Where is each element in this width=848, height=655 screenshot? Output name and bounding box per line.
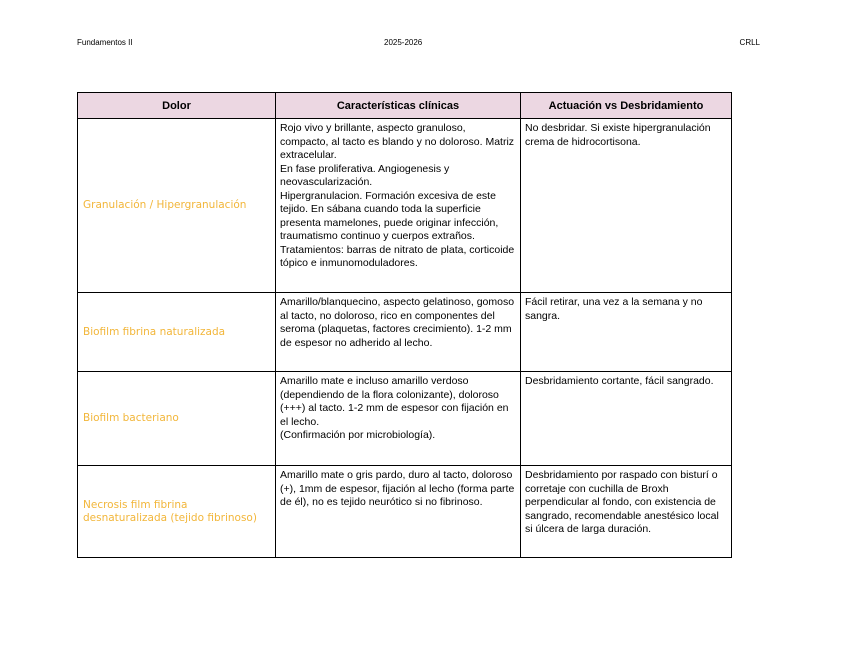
- header-course-name: Fundamentos II: [77, 38, 133, 47]
- table-header: [78, 93, 732, 119]
- page-header: [77, 38, 760, 50]
- tissue-type-cell: Granulación / Hipergranulación: [78, 119, 276, 293]
- column-header-caracteristicas: Características clínicas: [276, 93, 521, 119]
- table-body: [78, 119, 732, 558]
- tissue-type-cell: Necrosis film fibrina desnaturalizada (tejido fibrinoso): [78, 466, 276, 558]
- action-cell: No desbridar. Si existe hipergranulación crema de hidrocortisona.: [521, 119, 732, 293]
- table-row: [78, 119, 732, 293]
- characteristics-cell: Amarillo mate o gris pardo, duro al tacto, doloroso (+), 1mm de espesor, fijación al lecho (forma parte de él), no es tejido neurótico si no fibrinoso.: [276, 466, 521, 558]
- tissue-type-cell: Biofilm fibrina naturalizada: [78, 293, 276, 372]
- action-cell: Desbridamiento cortante, fácil sangrado.: [521, 372, 732, 466]
- characteristics-cell: Amarillo mate e incluso amarillo verdoso (dependiendo de la flora colonizante), doloroso (+++) al tacto. 1-2 mm de espesor con fijación en el lecho. (Confirmación por microbiología).: [276, 372, 521, 466]
- table-header-row: [78, 93, 732, 119]
- table-row: [78, 372, 732, 466]
- tissue-type-cell: Biofilm bacteriano: [78, 372, 276, 466]
- action-cell: Desbridamiento por raspado con bisturí o corretaje con cuchilla de Broxh perpendicular al fondo, con existencia de sangrado, recomendable anestésico local si úlcera de larga duración.: [521, 466, 732, 558]
- wound-tissue-table: [77, 92, 732, 558]
- column-header-dolor: Dolor: [78, 93, 276, 119]
- column-header-actuacion: Actuación vs Desbridamiento: [521, 93, 732, 119]
- characteristics-cell: Amarillo/blanquecino, aspecto gelatinoso, gomoso al tacto, no doloroso, rico en componentes del seroma (plaquetas, factores crecimiento). 1-2 mm de espesor no adherido al lecho.: [276, 293, 521, 372]
- table-row: [78, 466, 732, 558]
- header-author-initials: CRLL: [739, 38, 760, 47]
- action-cell: Fácil retirar, una vez a la semana y no sangra.: [521, 293, 732, 372]
- characteristics-cell: Rojo vivo y brillante, aspecto granuloso, compacto, al tacto es blando y no doloroso. Matriz extracelular. En fase proliferativa. Angiogenesis y neovascularización. Hipergranulacion. Formación excesiva de este tejido. En sábana cuando toda la superficie presenta mamelones, puede originar infección, traumatismo continuo y cuerpos extraños. Tratamientos: barras de nitrato de plata, corticoide tópico e inmunomoduladores.: [276, 119, 521, 293]
- table-row: [78, 293, 732, 372]
- header-academic-year: 2025-2026: [384, 38, 423, 47]
